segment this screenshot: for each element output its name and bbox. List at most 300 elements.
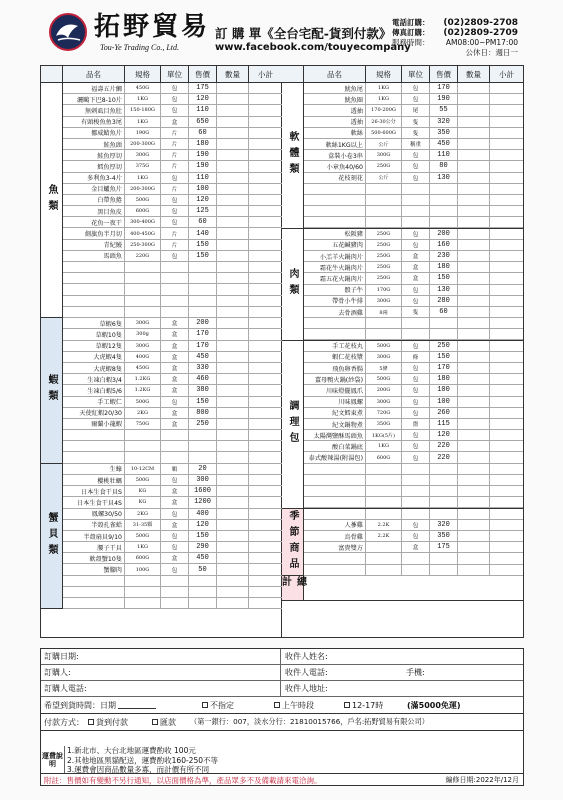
product-row — [304, 531, 523, 542]
product-subtotal-field[interactable] — [249, 296, 282, 306]
product-qty-field[interactable] — [217, 598, 249, 608]
product-qty-field[interactable] — [217, 273, 249, 283]
product-qty-field[interactable] — [458, 553, 490, 563]
product-row — [63, 284, 282, 295]
product-qty-field[interactable] — [217, 352, 249, 362]
product-subtotal-field[interactable] — [490, 273, 523, 283]
product-subtotal-field[interactable] — [249, 520, 282, 530]
product-unit: 包 — [402, 374, 430, 384]
product-qty-field[interactable] — [217, 363, 249, 373]
product-qty-field[interactable] — [458, 296, 490, 306]
product-unit: 盒 — [161, 374, 189, 384]
product-spec: 300G — [125, 341, 161, 351]
product-qty-field[interactable] — [458, 150, 490, 160]
product-qty-field[interactable] — [458, 509, 490, 519]
product-subtotal-field[interactable] — [249, 464, 282, 474]
product-subtotal-field[interactable] — [490, 206, 523, 216]
product-qty-field[interactable] — [458, 520, 490, 530]
recipient-name-field[interactable] — [282, 649, 328, 664]
product-subtotal-field[interactable] — [249, 430, 282, 440]
product-qty-field[interactable] — [217, 217, 249, 227]
product-price: 120 — [430, 430, 458, 440]
product-subtotal-field[interactable] — [249, 419, 282, 429]
product-qty-field[interactable] — [458, 240, 490, 250]
product-subtotal-field[interactable] — [490, 385, 523, 395]
product-subtotal-field[interactable] — [490, 217, 523, 227]
product-unit: 包 — [402, 173, 430, 183]
opt-pm-checkbox[interactable] — [341, 697, 383, 713]
pay-cod-label: 貨到付款 — [96, 717, 128, 727]
product-subtotal-field[interactable] — [490, 128, 523, 138]
product-subtotal-field[interactable] — [249, 273, 282, 283]
product-row — [304, 173, 523, 184]
product-qty-field[interactable] — [458, 531, 490, 541]
product-subtotal-field[interactable] — [249, 240, 282, 250]
product-qty-field[interactable] — [217, 284, 249, 294]
product-spec: 300g — [125, 329, 161, 339]
product-subtotal-field[interactable] — [490, 374, 523, 384]
product-unit: 片 — [161, 139, 189, 149]
product-row — [63, 430, 282, 441]
pay-transfer-checkbox[interactable] — [149, 714, 176, 730]
product-spec — [125, 587, 161, 597]
product-qty-field[interactable] — [458, 374, 490, 384]
recipient-name-label: 收件人姓名: — [285, 652, 328, 661]
product-subtotal-field[interactable] — [490, 509, 523, 519]
product-subtotal-field[interactable] — [490, 497, 523, 507]
product-subtotal-field[interactable] — [490, 318, 523, 328]
recipient-address-field[interactable] — [282, 681, 328, 696]
opt-pm-label: 12-17時 — [352, 700, 384, 710]
product-price: 320 — [430, 117, 458, 127]
product-subtotal-field[interactable] — [490, 117, 523, 127]
product-spec: 250G — [366, 251, 402, 261]
product-subtotal-field[interactable] — [249, 307, 282, 317]
product-qty-field[interactable] — [217, 385, 249, 395]
product-price: 170 — [189, 341, 217, 351]
delivery-label: 希望到貨時間：日期 — [44, 700, 116, 710]
opt-none-checkbox[interactable] — [199, 697, 234, 713]
product-qty-field[interactable] — [217, 564, 249, 574]
product-subtotal-field[interactable] — [249, 531, 282, 541]
buyer-field[interactable] — [41, 665, 281, 680]
product-unit: 包 — [161, 217, 189, 227]
product-qty-field[interactable] — [217, 83, 249, 93]
shipping-note-line: 1.新北市、大台北地區運費酌收 100元 — [67, 746, 196, 755]
product-subtotal-field[interactable] — [249, 374, 282, 384]
product-spec: 600G — [125, 553, 161, 563]
product-qty-field[interactable] — [217, 374, 249, 384]
product-spec — [366, 217, 402, 227]
product-qty-field[interactable] — [458, 251, 490, 261]
product-unit — [402, 565, 430, 575]
product-qty-field[interactable] — [217, 94, 249, 104]
product-subtotal-field[interactable] — [490, 173, 523, 183]
product-qty-field[interactable] — [458, 195, 490, 205]
product-qty-field[interactable] — [217, 497, 249, 507]
product-price: 170 — [430, 83, 458, 93]
product-name: 爾蘭小龍蝦 — [63, 419, 125, 429]
product-qty-field[interactable] — [458, 419, 490, 429]
product-name: 黑目魚皮 — [63, 206, 125, 216]
product-subtotal-field[interactable] — [249, 173, 282, 183]
phone-label: 電話訂購： — [392, 18, 430, 27]
product-spec: 500G — [366, 341, 402, 351]
product-qty-field[interactable] — [217, 329, 249, 339]
product-subtotal-field[interactable] — [490, 161, 523, 171]
product-subtotal-field[interactable] — [249, 553, 282, 563]
product-qty-field[interactable] — [217, 408, 249, 418]
product-qty-field[interactable] — [217, 531, 249, 541]
product-price: 190 — [189, 150, 217, 160]
product-qty-field[interactable] — [458, 217, 490, 227]
product-qty-field[interactable] — [217, 206, 249, 216]
product-subtotal-field[interactable] — [490, 531, 523, 541]
opt-am-checkbox[interactable] — [271, 697, 314, 713]
product-unit: 尾 — [402, 105, 430, 115]
product-qty-field[interactable] — [458, 262, 490, 272]
product-qty-field[interactable] — [217, 251, 249, 261]
product-name: 軟殼蟹10隻 — [63, 553, 125, 563]
product-qty-field[interactable] — [217, 486, 249, 496]
product-subtotal-field[interactable] — [249, 352, 282, 362]
order-date-field[interactable] — [41, 649, 281, 664]
product-qty-field[interactable] — [458, 206, 490, 216]
product-qty-field[interactable] — [217, 105, 249, 115]
product-subtotal-field[interactable] — [490, 430, 523, 440]
product-group-meat — [304, 229, 523, 341]
product-qty-field[interactable] — [217, 139, 249, 149]
product-unit: 包 — [402, 531, 430, 541]
product-spec: 200-300G — [125, 139, 161, 149]
product-subtotal-field[interactable] — [249, 385, 282, 395]
product-subtotal-field[interactable] — [490, 408, 523, 418]
product-name — [63, 441, 125, 451]
product-name: 鳳螺30/50 — [63, 509, 125, 519]
product-price: 100 — [430, 385, 458, 395]
product-subtotal-field[interactable] — [490, 229, 523, 239]
product-qty-field[interactable] — [458, 452, 490, 462]
product-qty-field[interactable] — [217, 161, 249, 171]
product-qty-field[interactable] — [217, 587, 249, 597]
product-qty-field[interactable] — [458, 83, 490, 93]
product-subtotal-field[interactable] — [490, 486, 523, 496]
product-subtotal-field[interactable] — [490, 329, 523, 339]
product-subtotal-field[interactable] — [490, 307, 523, 317]
mobile-field[interactable] — [403, 665, 425, 680]
product-subtotal-field[interactable] — [490, 464, 523, 474]
product-unit — [161, 441, 189, 451]
facebook-link[interactable]: www.facebook.com/touyecompany — [215, 42, 411, 53]
product-qty-field[interactable] — [217, 318, 249, 328]
product-qty-field[interactable] — [458, 329, 490, 339]
product-qty-field[interactable] — [217, 117, 249, 127]
product-row — [63, 464, 282, 475]
product-unit: 條 — [402, 352, 430, 362]
product-unit: 包 — [161, 105, 189, 115]
product-qty-field[interactable] — [217, 128, 249, 138]
product-subtotal-field[interactable] — [490, 139, 523, 149]
product-spec: 190G — [125, 128, 161, 138]
product-row — [63, 486, 282, 497]
pay-cod-checkbox[interactable] — [85, 714, 128, 730]
product-qty-field[interactable] — [217, 464, 249, 474]
product-qty-field[interactable] — [458, 565, 490, 575]
product-unit: 包 — [161, 173, 189, 183]
product-price: 140 — [189, 228, 217, 238]
product-subtotal-field[interactable] — [490, 452, 523, 462]
product-qty-field[interactable] — [458, 475, 490, 485]
product-subtotal-field[interactable] — [249, 408, 282, 418]
product-qty-field[interactable] — [458, 397, 490, 407]
product-qty-field[interactable] — [458, 139, 490, 149]
product-subtotal-field[interactable] — [249, 150, 282, 160]
product-subtotal-field[interactable] — [249, 318, 282, 328]
product-subtotal-field[interactable] — [249, 139, 282, 149]
product-subtotal-field[interactable] — [490, 296, 523, 306]
product-spec — [125, 273, 161, 283]
product-qty-field[interactable] — [217, 576, 249, 586]
product-subtotal-field[interactable] — [490, 262, 523, 272]
product-price: 150 — [189, 397, 217, 407]
product-name: 五花鹹豬肉 — [304, 240, 366, 250]
product-price: 330 — [189, 363, 217, 373]
product-subtotal-field[interactable] — [490, 565, 523, 575]
product-subtotal-field[interactable] — [249, 94, 282, 104]
product-qty-field[interactable] — [217, 150, 249, 160]
product-qty-field[interactable] — [217, 240, 249, 250]
product-qty-field[interactable] — [458, 363, 490, 373]
product-name — [63, 576, 125, 586]
product-qty-field[interactable] — [458, 430, 490, 440]
product-spec: 500G — [366, 374, 402, 384]
product-unit: 盒 — [402, 542, 430, 552]
opt-am-label: 上午時段 — [282, 700, 314, 710]
product-qty-field[interactable] — [217, 173, 249, 183]
product-qty-field[interactable] — [217, 542, 249, 552]
product-subtotal-field[interactable] — [490, 240, 523, 250]
product-qty-field[interactable] — [217, 430, 249, 440]
product-qty-field[interactable] — [458, 486, 490, 496]
product-qty-field[interactable] — [458, 318, 490, 328]
product-price: 130 — [430, 285, 458, 295]
product-qty-field[interactable] — [458, 117, 490, 127]
product-qty-field[interactable] — [458, 105, 490, 115]
product-qty-field[interactable] — [217, 509, 249, 519]
product-subtotal-field[interactable] — [249, 117, 282, 127]
delivery-date-field[interactable] — [41, 697, 156, 713]
product-subtotal-field[interactable] — [249, 195, 282, 205]
product-qty-field[interactable] — [458, 184, 490, 194]
product-qty-field[interactable] — [458, 497, 490, 507]
product-price: 150 — [189, 240, 217, 250]
product-qty-field[interactable] — [217, 441, 249, 451]
product-subtotal-field[interactable] — [249, 564, 282, 574]
product-subtotal-field[interactable] — [249, 206, 282, 216]
product-qty-field[interactable] — [217, 296, 249, 306]
total-row[interactable] — [304, 576, 523, 600]
product-subtotal-field[interactable] — [249, 105, 282, 115]
product-subtotal-field[interactable] — [249, 363, 282, 373]
product-name: 有頭梭魚鱼3尾 — [63, 117, 125, 127]
product-qty-field[interactable] — [217, 520, 249, 530]
product-subtotal-field[interactable] — [249, 441, 282, 451]
product-spec: KG — [125, 497, 161, 507]
product-subtotal-field[interactable] — [490, 352, 523, 362]
product-qty-field[interactable] — [217, 184, 249, 194]
product-subtotal-field[interactable] — [490, 441, 523, 451]
product-qty-field[interactable] — [217, 419, 249, 429]
product-unit: 片 — [161, 150, 189, 160]
product-subtotal-field[interactable] — [249, 329, 282, 339]
product-subtotal-field[interactable] — [249, 251, 282, 261]
product-name: 松阪豬 — [304, 229, 366, 239]
product-subtotal-field[interactable] — [249, 497, 282, 507]
product-price: 180 — [430, 262, 458, 272]
product-price: 120 — [189, 520, 217, 530]
product-subtotal-field[interactable] — [249, 184, 282, 194]
product-unit — [161, 307, 189, 317]
product-subtotal-field[interactable] — [490, 94, 523, 104]
product-qty-field[interactable] — [217, 195, 249, 205]
product-spec — [125, 430, 161, 440]
product-subtotal-field[interactable] — [490, 105, 523, 115]
product-row — [304, 452, 523, 463]
product-qty-field[interactable] — [458, 542, 490, 552]
product-subtotal-field[interactable] — [490, 195, 523, 205]
product-qty-field[interactable] — [217, 307, 249, 317]
buyer-phone-label: 訂購人電話: — [44, 684, 87, 693]
product-subtotal-field[interactable] — [490, 285, 523, 295]
product-row — [304, 285, 523, 296]
product-unit: 包 — [161, 397, 189, 407]
recipient-phone-field[interactable] — [282, 665, 328, 680]
product-name — [63, 273, 125, 283]
product-subtotal-field[interactable] — [249, 486, 282, 496]
product-unit — [161, 262, 189, 272]
column-header-price: 售價 — [430, 66, 458, 83]
product-subtotal-field[interactable] — [490, 184, 523, 194]
product-name: 酸白菜鍋底 — [304, 441, 366, 451]
product-subtotal-field[interactable] — [249, 128, 282, 138]
product-unit: 隻 — [402, 128, 430, 138]
product-name: 手工蝦仁 — [63, 397, 125, 407]
product-subtotal-field[interactable] — [249, 397, 282, 407]
column-header-unit: 單位 — [402, 66, 430, 83]
product-qty-field[interactable] — [217, 262, 249, 272]
order-info-section — [40, 648, 524, 786]
product-qty-field[interactable] — [458, 173, 490, 183]
product-qty-field[interactable] — [217, 553, 249, 563]
product-subtotal-field[interactable] — [490, 475, 523, 485]
product-qty-field[interactable] — [458, 285, 490, 295]
product-spec — [366, 509, 402, 519]
product-spec: 750G — [125, 419, 161, 429]
product-qty-field[interactable] — [458, 341, 490, 351]
product-name: 半殼孔雀蛤 — [63, 520, 125, 530]
product-subtotal-field[interactable] — [249, 284, 282, 294]
product-subtotal-field[interactable] — [490, 363, 523, 373]
product-qty-field[interactable] — [458, 229, 490, 239]
product-subtotal-field[interactable] — [249, 262, 282, 272]
product-row — [304, 184, 523, 195]
product-spec: 300G — [125, 318, 161, 328]
product-qty-field[interactable] — [458, 464, 490, 474]
product-subtotal-field[interactable] — [490, 150, 523, 160]
product-spec: 450G — [125, 83, 161, 93]
product-qty-field[interactable] — [458, 307, 490, 317]
product-price: 230 — [430, 251, 458, 261]
product-subtotal-field[interactable] — [249, 509, 282, 519]
product-row — [63, 139, 282, 150]
product-qty-field[interactable] — [458, 385, 490, 395]
product-group-total — [304, 576, 523, 601]
buyer-phone-field[interactable] — [41, 681, 281, 696]
product-qty-field[interactable] — [458, 408, 490, 418]
product-qty-field[interactable] — [217, 452, 249, 462]
product-qty-field[interactable] — [217, 397, 249, 407]
product-subtotal-field[interactable] — [249, 452, 282, 462]
product-qty-field[interactable] — [217, 228, 249, 238]
product-subtotal-field[interactable] — [490, 553, 523, 563]
category-soft — [282, 83, 304, 229]
product-subtotal-field[interactable] — [249, 475, 282, 485]
product-subtotal-field[interactable] — [490, 341, 523, 351]
product-price — [189, 296, 217, 306]
product-subtotal-field[interactable] — [490, 251, 523, 261]
product-qty-field[interactable] — [217, 341, 249, 351]
product-unit: 包 — [161, 509, 189, 519]
product-qty-field[interactable] — [458, 273, 490, 283]
product-spec — [366, 206, 402, 216]
product-unit: 包 — [161, 206, 189, 216]
product-subtotal-field[interactable] — [490, 397, 523, 407]
product-spec: 10-12CM — [125, 464, 161, 474]
product-subtotal-field[interactable] — [490, 542, 523, 552]
product-name — [304, 318, 366, 328]
product-name: 太陽灣鹽酥馬頭魚 — [304, 430, 366, 440]
product-qty-field[interactable] — [458, 128, 490, 138]
product-subtotal-field[interactable] — [249, 341, 282, 351]
product-qty-field[interactable] — [458, 352, 490, 362]
product-price: 130 — [430, 173, 458, 183]
product-subtotal-field[interactable] — [490, 520, 523, 530]
product-subtotal-field[interactable] — [249, 217, 282, 227]
product-unit: 包 — [161, 542, 189, 552]
product-price: 20 — [189, 464, 217, 474]
product-row — [304, 83, 523, 94]
shipping-label: 運費說明 — [41, 746, 65, 773]
column-header-subtotal: 小計 — [499, 70, 514, 79]
product-row — [304, 262, 523, 273]
product-qty-field[interactable] — [458, 94, 490, 104]
product-row — [63, 217, 282, 228]
product-subtotal-field[interactable] — [249, 161, 282, 171]
product-qty-field[interactable] — [458, 161, 490, 171]
product-spec: 250G — [366, 229, 402, 239]
product-subtotal-field[interactable] — [249, 542, 282, 552]
product-name — [304, 195, 366, 205]
product-qty-field[interactable] — [458, 441, 490, 451]
product-subtotal-field[interactable] — [490, 83, 523, 93]
product-qty-field[interactable] — [217, 475, 249, 485]
product-subtotal-field[interactable] — [490, 419, 523, 429]
product-subtotal-field[interactable] — [249, 228, 282, 238]
product-subtotal-field[interactable] — [249, 83, 282, 93]
product-spec: 500-600G — [366, 128, 402, 138]
product-name: 灑鷗下巴8-10片 — [63, 94, 125, 104]
product-row — [304, 509, 523, 520]
